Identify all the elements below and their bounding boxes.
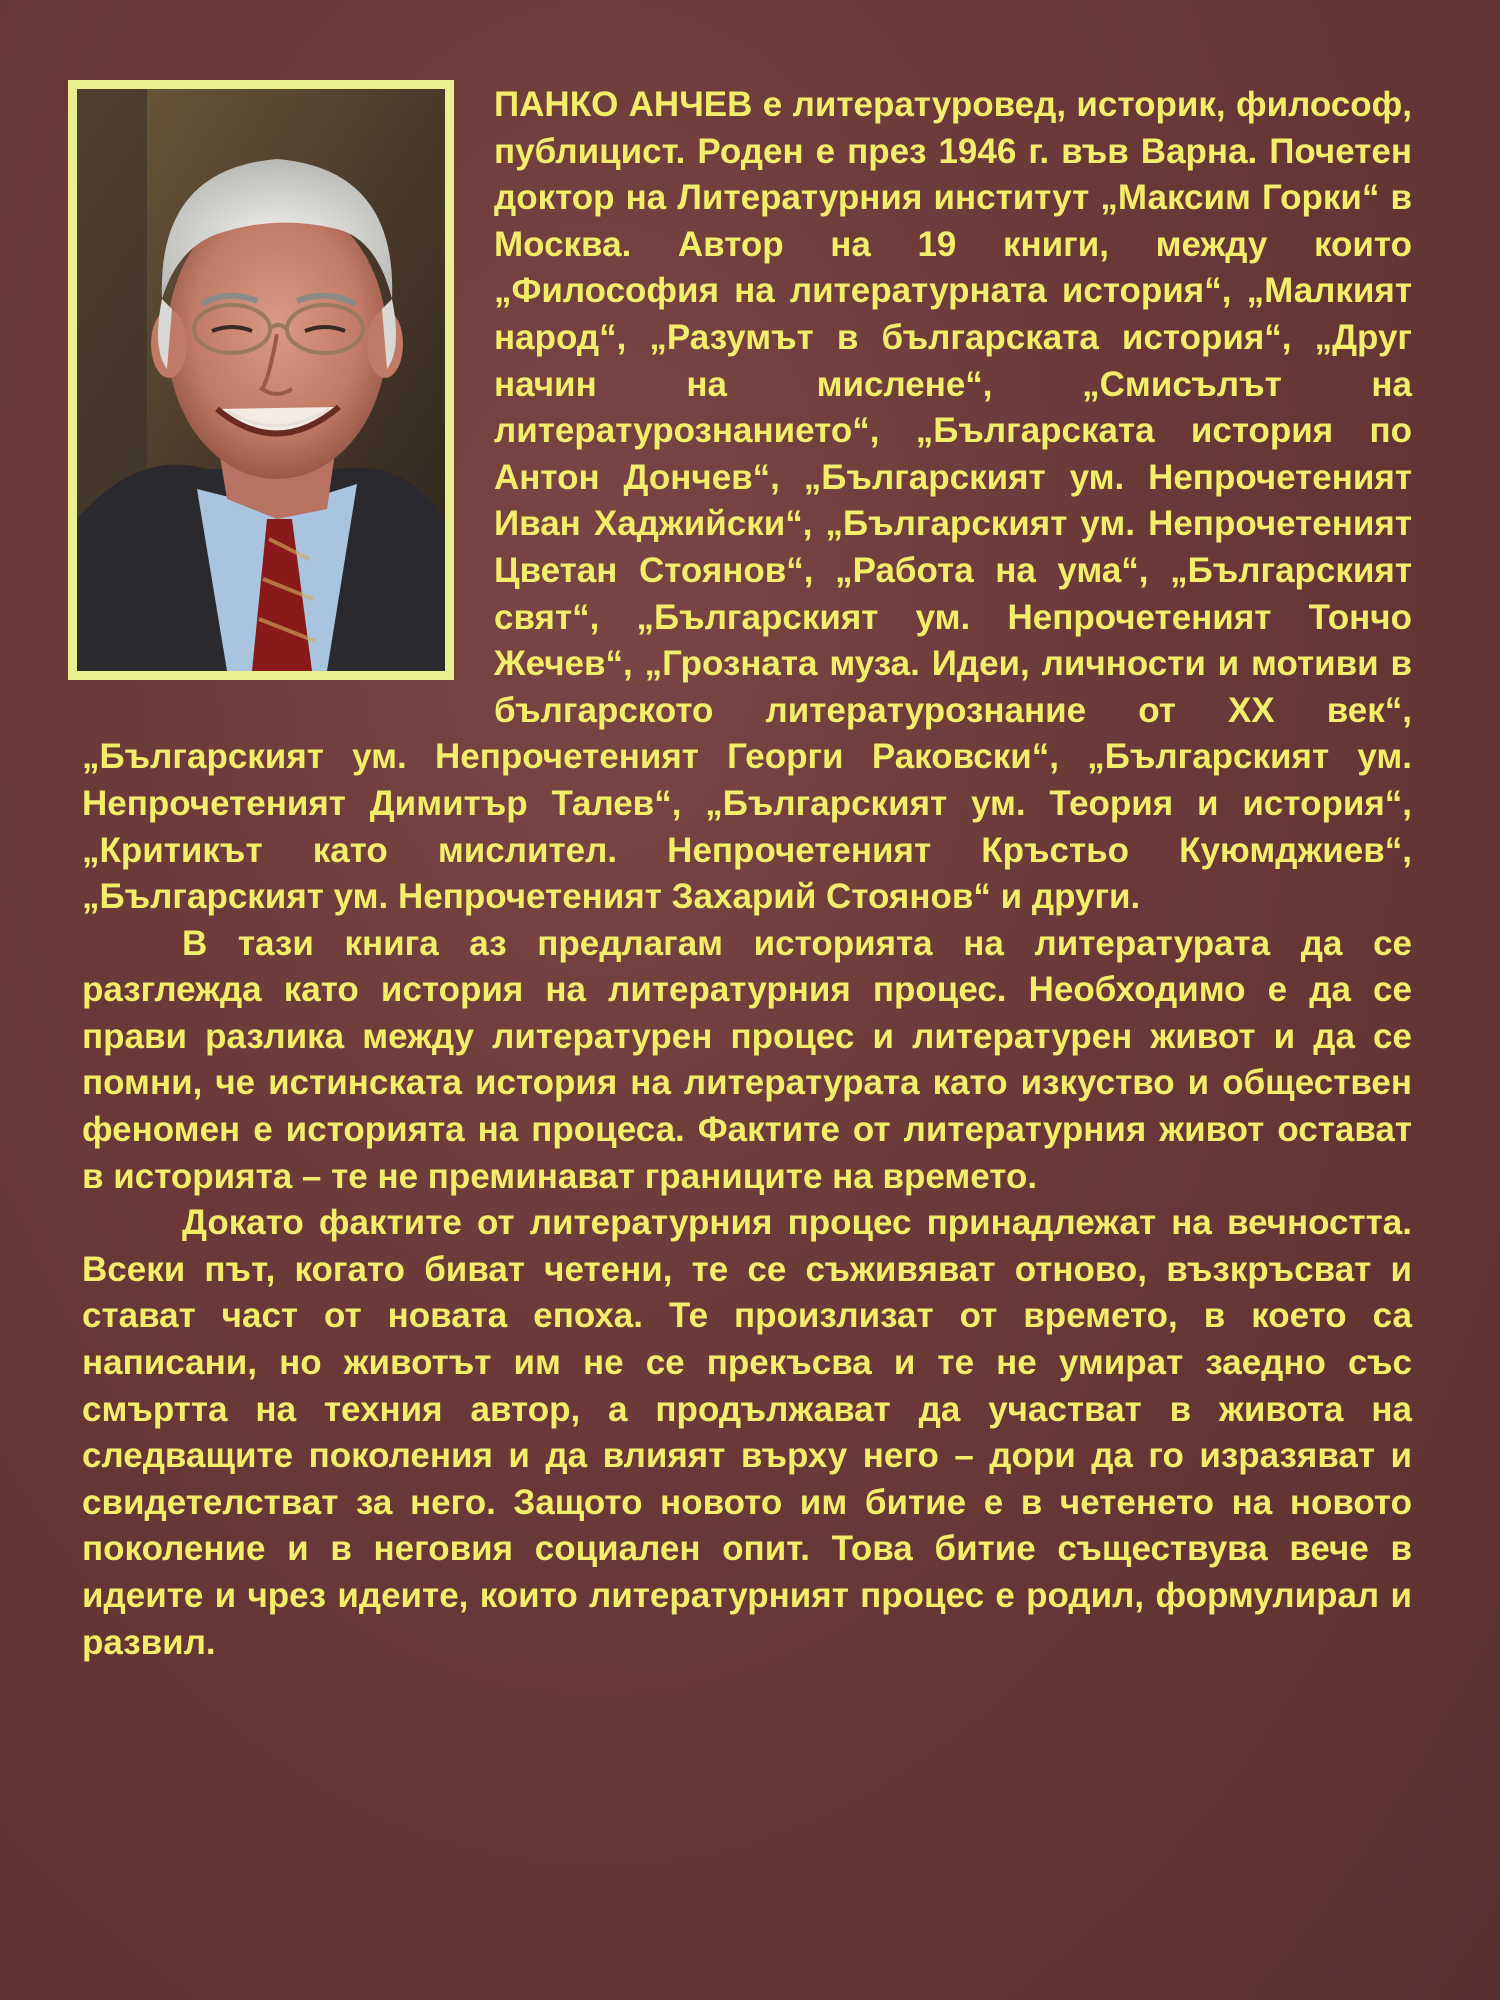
back-cover-text	[82, 82, 1412, 1666]
photo-spacer	[82, 82, 494, 708]
author-bio-text: е литературовед, историк, философ, публицист. Роден е през 1946 г. във Варна. Почетен доктор на Литературния институт „Максим Горки“ в Москва. Автор на 19 книги, между които „Философия на литературната история“, „Малкият народ“, „Разумът в българската история“, „Друг начин на мислене“, „Смисълът на литературознанието“, „Българската история по Антон Дончев“, „Българският ум. Непрочетеният Иван Хаджийски“, „Българският ум. Непрочетеният Цветан Стоянов“, „Работа на ума“, „Българският свят“, „Българският ум. Непрочетеният Тончо Жечев“, „Грозната муза. Идеи, личности и мотиви в българското литературознание от XX век“, „Българският ум. Непрочетеният Георги Раковски“, „Българският ум. Непрочетеният Димитър Талев“, „Българският ум. Теория и история“, „Критикът като мислител. Непрочетеният Кръстьо Куюмджиев“, „Българският ум. Непрочетеният Захарий Стоянов“ и други.	[82, 85, 1412, 917]
paragraph-2: Докато фактите от литературния процес принадлежат на вечността. Всеки път, когато биват четени, те се съживяват отново, възкръсват и стават част от новата епоха. Те произлизат от времето, в което са написани, но животът им не се прекъсва и те не умират заедно със смъртта на техния автор, а продължават да участват в живота на следващите поколения и да влияят върху него – дори да го изразяват и свидетелстват за него. Защото новото им битие е в четенето на новото поколение и в неговия социален опит. Това битие съществува вече в идеите и чрез идеите, които литературният процес е родил, формулирал и развил.	[82, 1203, 1412, 1662]
author-name: ПАНКО АНЧЕВ	[494, 85, 753, 124]
paragraph-1: В тази книга аз предлагам историята на литературата да се разглежда като история на литературния процес. Необходимо е да се прави разлика между литературен процес и литературен живот и да се помни, че истинската история на литературата като изкуство и обществен феномен е историята на процеса. Фактите от литературния живот остават в историята – те не преминават границите на времето.	[82, 923, 1412, 1196]
